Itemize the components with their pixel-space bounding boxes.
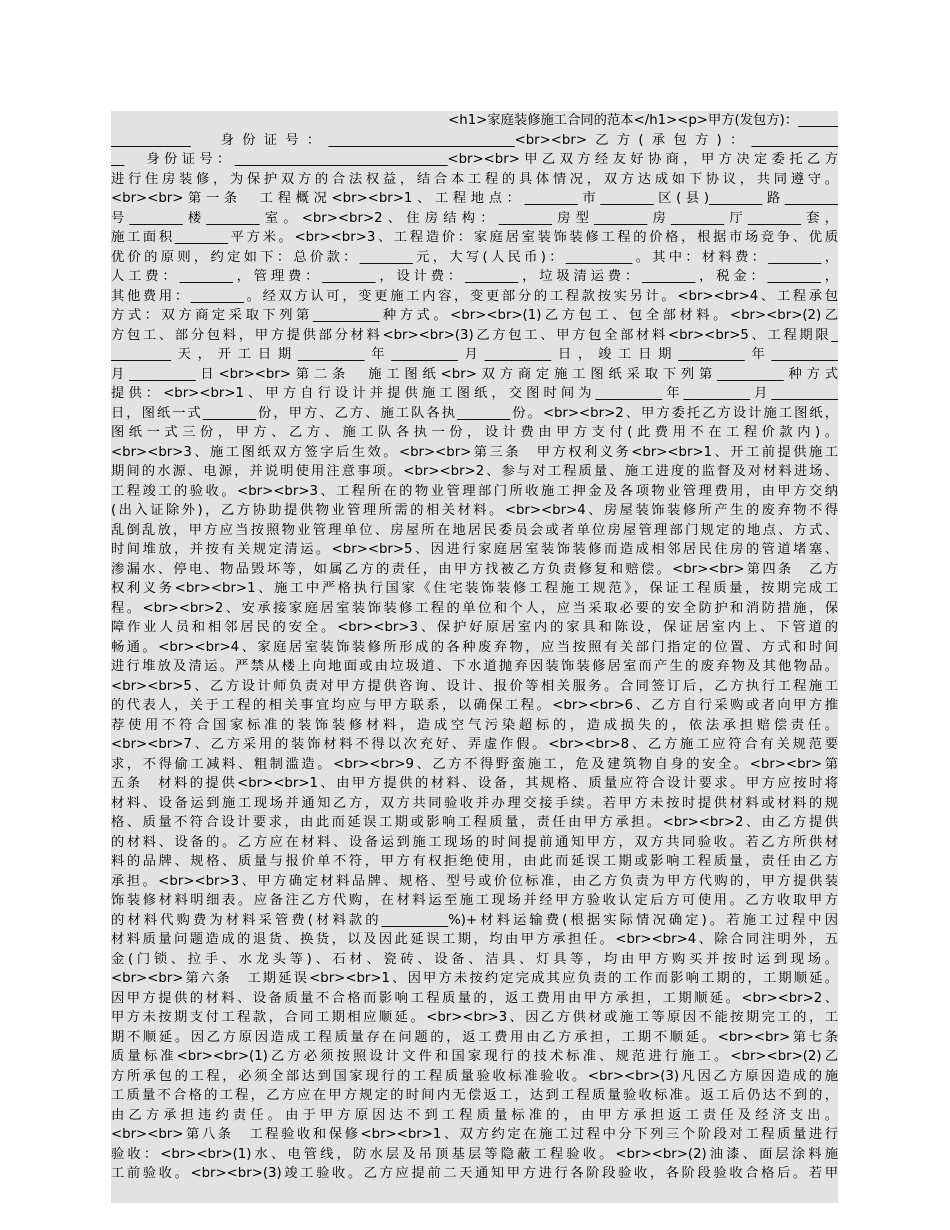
text-line	[111, 1184, 838, 1204]
text-line: 的材料、设备的。乙方应在材料、设备运到施工现场的时间提前通知甲方，双方共同验收。若乙方所供材	[111, 833, 838, 853]
text-line: 施工面积________平方米。<br><br>3、工程造价：家庭居室装饰装修工程的价格，根据市场竞争、优质	[111, 228, 838, 248]
text-line: (出入证除外)，乙方协助提供物业管理所需的相关材料。<br><br>4、房屋装饰装修所产生的废弃物不得	[111, 501, 838, 521]
text-line: <h1>家庭装修施工合同的范本</h1><p>甲方(发包方)：______	[111, 111, 838, 131]
text-line: 优价的原则，约定如下：总价款：________元，大写(人民币)：__________。其中：材料费：________，	[111, 248, 838, 268]
text-line: 质量标准<br><br>(1)乙方必须按照设计文件和国家现行的技术标准、规范进行施工。<br><br>(2)乙	[111, 1047, 838, 1067]
text-line: 人工费：________，管理费：________，设计费：________，垃圾清运费：________，税金：________，	[111, 267, 838, 287]
text-line: 障作业人员和相邻居民的安全。<br><br>3、保护好原居室内的家具和陈设，保证居室内上、下管道的	[111, 618, 838, 638]
text-line: 日，图纸一式________份，甲方、乙方、施工队各执________份。<br><br>2、甲方委托乙方设计施工图纸，	[111, 404, 838, 424]
text-line: 工质量不合格的工程，乙方应在甲方规定的时间内无偿返工，达到工程质量验收标准。返工后仍达不到的，	[111, 1086, 838, 1106]
text-line: 号________楼________室。<br><br>2、住房结构：________房型________房________厅________套，	[111, 209, 838, 229]
text-line: _________天，开工日期__________年__________月__________日，竣工日期__________年__________	[111, 345, 838, 365]
text-line: 乱倒乱放，甲方应当按照物业管理单位、房屋所在地居民委员会或者单位房屋管理部门规定的地点、方式、	[111, 521, 838, 541]
contract-text-block	[111, 111, 838, 1203]
text-line: 五条 材料的提供<br><br>1、由甲方提供的材料、设备，其规格、质量应符合设计要求。甲方应按时将	[111, 774, 838, 794]
text-line: 其他费用：________。经双方认可，变更施工内容，变更部分的工程款按实另计。<br><br>4、工程承包	[111, 287, 838, 307]
text-line: 时间堆放，并按有关规定清运。<br><br>5、因进行家庭居室装饰装修而造成相邻居民住房的管道堵塞、	[111, 540, 838, 560]
text-line: 工程竣工的验收。<br><br>3、工程所在的物业管理部门所收施工押金及各项物业管理费用，由甲方交纳	[111, 482, 838, 502]
text-line: 提供：<br><br>1、甲方自行设计并提供施工图纸，交图时间为__________年__________月__________	[111, 384, 838, 404]
text-line: 工前验收。<br><br>(3)竣工验收。乙方应提前二天通知甲方进行各阶段验收，各阶段验收合格后。若甲	[111, 1164, 838, 1184]
text-line: 料的品牌、规格、质量与报价单不符，甲方有权拒绝使用，由此而延误工期或影响工程质量，责任由乙方	[111, 852, 838, 872]
text-line: <br><br>5、乙方设计师负责对甲方提供咨询、设计、报价等相关服务。合同签订后，乙方执行工程施工	[111, 677, 838, 697]
text-line: <br><br>3、施工图纸双方签字后生效。<br><br>第三条 甲方权利义务<br><br>1、开工前提供施工	[111, 443, 838, 463]
text-line: 因甲方提供的材料、设备质量不合格而影响工程质量的，返工费用由甲方承担，工期顺延。<br><br>2、	[111, 989, 838, 1009]
text-line: 程。<br><br>2、安承接家庭居室装饰装修工程的单位和个人，应当采取必要的安全防护和消防措施，保	[111, 599, 838, 619]
text-line: 方所承包的工程，必须全部达到国家现行的工程质量验收标准验收。<br><br>(3)凡因乙方原因造成的施	[111, 1067, 838, 1087]
text-line: 求，不得偷工减料、粗制滥造。<br><br>9、乙方不得野蛮施工，危及建筑物自身的安全。<br><br>第	[111, 755, 838, 775]
text-line: 材料、设备运到施工现场并通知乙方，双方共同验收并办理交接手续。若甲方未按时提供材料或材料的规	[111, 794, 838, 814]
text-line: 金(门锁、拉手、水龙头等)、石材、瓷砖、设备、洁具、灯具等，均由甲方购买并按时运到现场。	[111, 950, 838, 970]
text-line: 畅通。<br><br>4、家庭居室装饰装修所形成的各种废弃物，应当按照有关部门指定的位置、方式和时间	[111, 638, 838, 658]
text-line: 材料质量问题造成的退货、换货，以及因此延误工期，均由甲方承担任。<br><br>4、除合同注明外，五	[111, 930, 838, 950]
text-line: 的材料代购费为材料采管费(材料款的__________%)+材料运输费(根据实际情况确定)。若施工过程中因	[111, 911, 838, 931]
text-line: 进行住房装修，为保护双方的合法权益，结合本工程的具体情况，双方达成如下协议，共同遵守。	[111, 170, 838, 190]
text-line: 方包工、部分包料，甲方提供部分材料<br><br>(3)乙方包工、甲方包全部材料<br><br>5、工程期限_	[111, 326, 838, 346]
text-line: 承担。<br><br>3、甲方确定材料品牌、规格、型号或价位标准，由乙方负责为甲方代购的，甲方提供装	[111, 872, 838, 892]
text-line: 格、质量不符合设计要求，由此而延误工期或影响工程质量，责任由甲方承担。<br><br>2、由乙方提供	[111, 813, 838, 833]
text-line: 权利义务<br><br>1、施工中严格执行国家《住宅装饰装修工程施工规范》，保证工程质量，按期完成工	[111, 579, 838, 599]
text-line: 饰装修材料明细表。应备注乙方代购，在材料运至施工现场并经甲方验收认定后方可使用。乙方收取甲方	[111, 891, 838, 911]
text-line: __ 身份证号：________________________________<br><br>甲乙双方经友好协商，甲方决定委托乙方	[111, 150, 838, 170]
text-line: 的代表人，关于工程的相关事宜均应与甲方联系，以确保工程。<br><br>6、乙方自行采购或者向甲方推	[111, 696, 838, 716]
text-line: 进行堆放及清运。严禁从楼上向地面或由垃圾道、下水道抛弃因装饰装修居室而产生的废弃物及其他物品。	[111, 657, 838, 677]
text-line: <br><br>第六条 工期延误<br><br>1、因甲方未按约定完成其应负责的工作而影响工期的，工期顺延。	[111, 969, 838, 989]
text-line: 月__________日<br><br>第二条 施工图纸<br>双方商定施工图纸采取下列第__________种方式	[111, 365, 838, 385]
text-line: <br><br>7、乙方采用的装饰材料不得以次充好、弄虚作假。<br><br>8、乙方施工应符合有关规范要	[111, 735, 838, 755]
text-line: 甲方未按期支付工程款，合同工期相应顺延。<br><br>3、因乙方供材或施工等原因不能按期完工的，工	[111, 1008, 838, 1028]
text-line: ____________ 身份证号：____________________________<br><br>乙方(承包方)：_____________	[111, 131, 838, 151]
text-line: 由乙方承担违约责任。由于甲方原因达不到工程质量标准的，由甲方承担返工责任及经济支出。	[111, 1106, 838, 1126]
text-line: 验收：<br><br>(1)水、电管线，防水层及吊顶基层等隐蔽工程验收。<br><br>(2)油漆、面层涂料施	[111, 1145, 838, 1165]
text-line: <br><br>第八条 工程验收和保修<br><br>1、双方约定在施工过程中分下列三个阶段对工程质量进行	[111, 1125, 838, 1145]
text-line: 渗漏水、停电、物品毁坏等，如属乙方的责任，由甲方找被乙方负责修复和赔偿。<br><br>第四条 乙方	[111, 560, 838, 580]
text-line: 图纸一式三份，甲方、乙方、施工队各执一份，设计费由甲方支付(此费用不在工程价款内)。	[111, 423, 838, 443]
text-line: <br><br>第一条 工程概况<br><br>1、工程地点：________市________区(县)________路________	[111, 189, 838, 209]
text-line: 期不顺延。因乙方原因造成工程质量存在问题的，返工费用由乙方承担，工期不顺延。<br><br>第七条	[111, 1028, 838, 1048]
text-line: 方式：双方商定采取下列第__________种方式。<br><br>(1)乙方包工、包全部材料。<br><br>(2)乙	[111, 306, 838, 326]
text-line: 荐使用不符合国家标准的装饰装修材料，造成空气污染超标的，造成损失的，依法承担赔偿责任。	[111, 716, 838, 736]
text-line: 期间的水源、电源，并说明使用注意事项。<br><br>2、参与对工程质量、施工进度的监督及对材料进场、	[111, 462, 838, 482]
